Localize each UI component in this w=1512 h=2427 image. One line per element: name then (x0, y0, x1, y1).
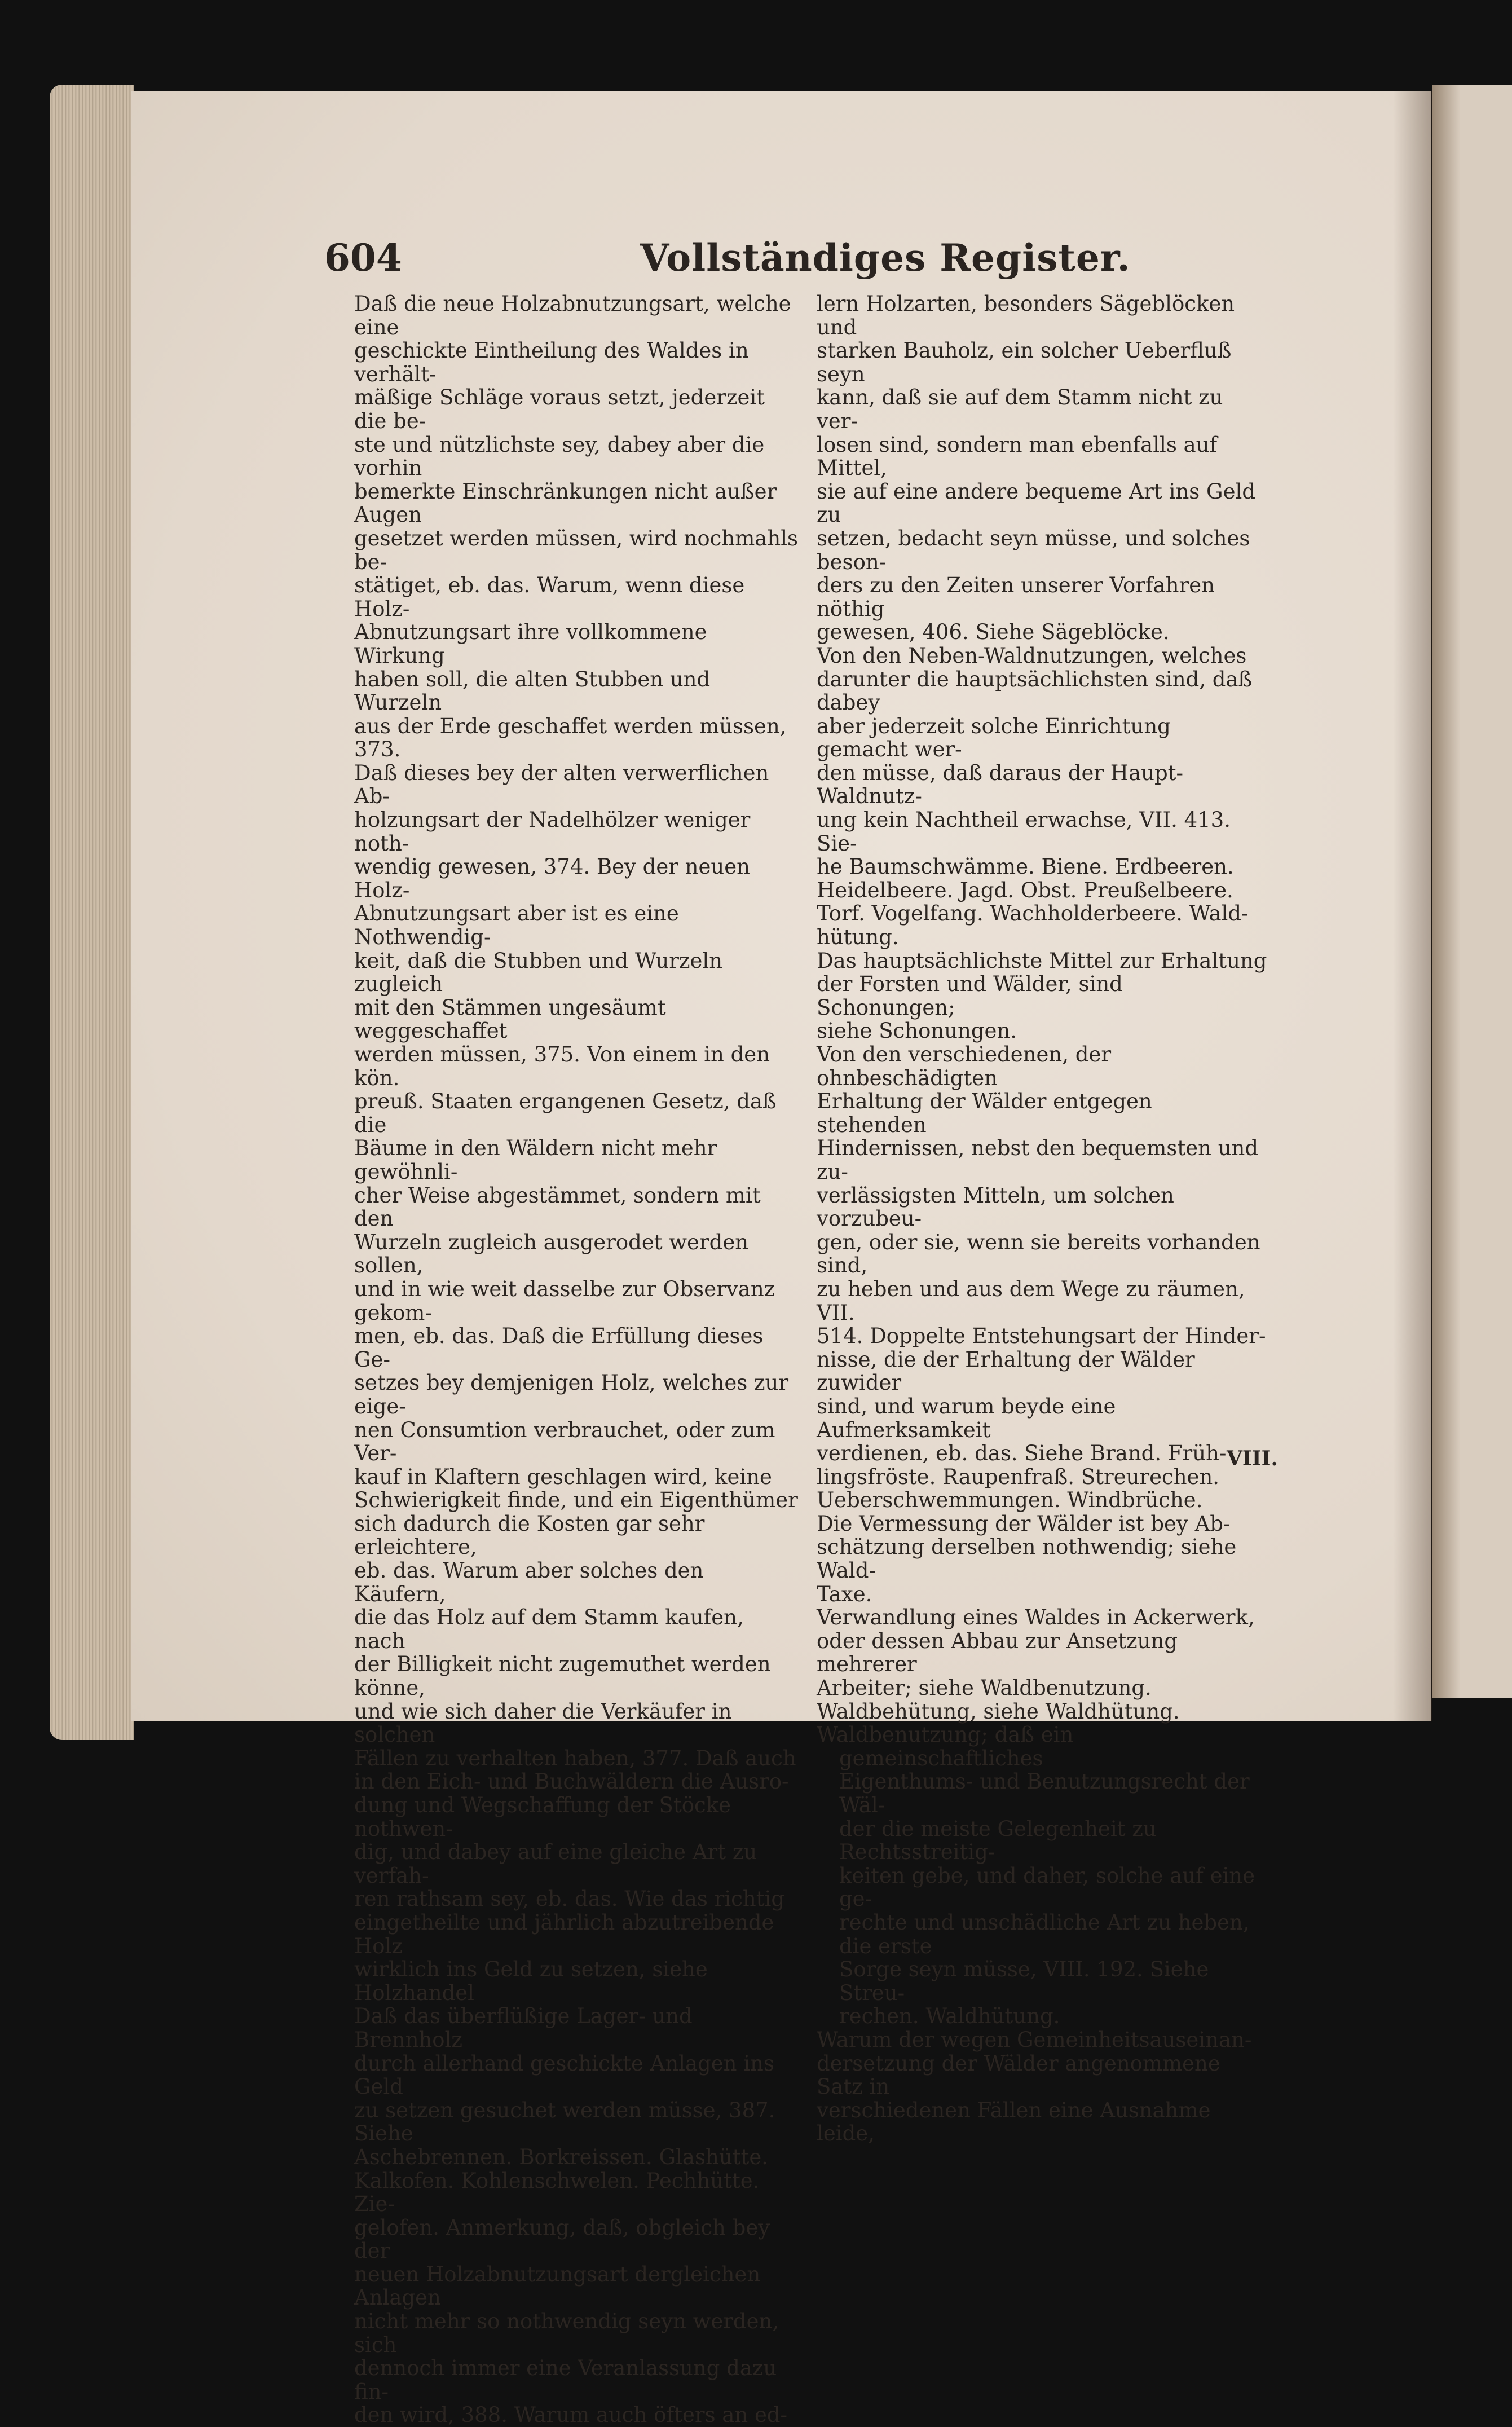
register-entry: Warum der wegen Gemeinheitsauseinan- dersetzung der Wälder angenommene Satz in verschiedenen Fällen eine Ausnahme leide, (817, 2027, 1252, 2146)
register-headword-entry: Waldbenutzung; daß ein gemeinschaftliches Eigenthums- und Benutzungsrecht der Wäl- der die meiste Gelegenheit zu Rechtsstreitig- keiten gebe, und daher, solche auf eine ge- rechte und unschädliche Art zu heben, die erste Sorge seyn müsse, VIII. 192. Siehe Streu- rechen. Waldhütung. (817, 1723, 1255, 2029)
register-headword-entry: Waldbehütung, siehe Waldhütung. (817, 1699, 1180, 1724)
register-entry: Die Vermessung der Wälder ist bey Ab- schätzung derselben nothwendig; siehe Wald- Taxe. (817, 1511, 1237, 1606)
register-entry: Von den verschiedenen, der ohnbeschädigten Erhaltung der Wälder entgegen stehenden Hindernissen, nebst den bequemsten und zu- verlässigsten Mitteln, um solchen vorzubeu- gen, oder sie, wenn sie bereits vorhanden sind, zu heben und aus dem Wege zu räumen, VII. 514. Doppelte Entstehungsart der Hinder- nisse, die der Erhaltung der Wälder zuwider sind, und warum beyde eine Aufmerksamkeit verdienen, eb. das. Siehe Brand. Früh- lingsfröste. Raupenfraß. Streurechen. Ueberschwemmungen. Windbrüche. (817, 1042, 1266, 1513)
running-head (324, 236, 1396, 287)
facing-page-edge (1432, 85, 1512, 1698)
register-entry: Das hauptsächlichste Mittel zur Erhaltung der Forsten und Wälder, sind Schonungen; siehe Schonungen. (817, 948, 1267, 1043)
catchword: VIII. (1227, 1447, 1278, 1470)
register-entry: Von den Neben-Waldnutzungen, welches darunter die hauptsächlichsten sind, daß dabey aber jederzeit solche Einrichtung gemacht wer- den müsse, daß daraus der Haupt-Waldnutz- ung kein Nachtheil erwachse, VII. 413. Sie- he Baumschwämme. Biene. Erdbeeren. Heidelbeere. Jagd. Obst. Preußelbeere. Torf. Vogelfang. Wachholderbeere. Wald- hütung. (817, 643, 1253, 950)
page-title: Vollständiges Register. (640, 236, 1131, 280)
left-column (354, 292, 800, 2427)
register-entry: Verwandlung eines Waldes in Ackerwerk, oder dessen Abbau zur Ansetzung mehrerer Arbeiter; siehe Waldbenutzung. (817, 1605, 1255, 1701)
register-entry: Daß die neue Holzabnutzungsart, welche eine geschickte Eintheilung des Waldes in verhält- mäßige Schläge voraus setzt, jederzeit die be- ste und nützlichste sey, dabey aber die vorhin bemerkte Einschränkungen nicht außer Augen gesetzet werden müssen, wird nochmahls be- stätiget, eb. das. Warum, wenn diese Holz- Abnutzungsart ihre vollkommene Wirkung haben soll, die alten Stubben und Wurzeln aus der Erde geschaffet werden müssen, 373. Daß dieses bey der alten verwerflichen Ab- holzungsart der Nadelhölzer weniger noth- wendig gewesen, 374. Bey der neuen Holz- Abnutzungsart aber ist es eine Nothwendig- keit, daß die Stubben und Wurzeln zugleich mit den Stämmen ungesäumt weggeschaffet werden müssen, 375. Von einem in den kön. preuß. Staaten ergangenen Gesetz, daß die Bäume in den Wäldern nicht mehr gewöhnli- cher Weise abgestämmet, sondern mit den Wurzeln zugleich ausgerodet werden sollen, und in wie weit dasselbe zur Observanz gekom- men, eb. das. Daß die Erfüllung dieses Ge- setzes bey demjenigen Holz, welches zur eige- nen Consumtion verbrauchet, oder zum Ver- kauf in Klaftern geschlagen wird, keine Schwierigkeit finde, und ein Eigenthümer sich dadurch die Kosten gar sehr erleichtere, eb. das. Warum aber solches den Käufern, die das Holz auf dem Stamm kaufen, nach der Billigkeit nicht zugemuthet werden könne, und wie sich daher die Verkäufer in solchen Fällen zu verhalten haben, 377. Daß auch in den Eich- und Buchwäldern die Ausro- dung und Wegschaffung der Stöcke nothwen- dig, und dabey auf eine gleiche Art zu verfah- ren rathsam sey, eb. das. Wie das richtig eingetheilte und jährlich abzutreibende Holz wirklich ins Geld zu setzen, siehe Holzhandel Daß das überflüßige Lager- und Brennholz durch allerhand geschickte Anlagen ins Geld zu setzen gesuchet werden müsse, 387. Siehe Aschebrennen. Borkreissen. Glashütte. Kalkofen. Kohlenschwelen. Pechhütte. Zie- gelofen. Anmerkung, daß, obgleich bey der neuen Holzabnutzungsart dergleichen Anlagen nicht mehr so nothwendig seyn werden, sich dennoch immer eine Veranlassung dazu fin- den wird, 388. Warum auch öfters an ed- (354, 292, 799, 2427)
gutter-shadow (1393, 91, 1432, 1721)
right-column (817, 292, 1268, 2146)
page-edges (50, 85, 134, 1740)
page-number: 604 (324, 236, 402, 280)
register-entry: lern Holzarten, besonders Sägeblöcken und starken Bauholz, ein solcher Ueberfluß seyn kann, daß sie auf dem Stamm nicht zu ver- losen sind, sondern man ebenfalls auf Mittel, sie auf eine andere bequeme Art ins Geld zu setzen, bedacht seyn müsse, und solches beson- ders zu den Zeiten unserer Vorfahren nöthig gewesen, 406. Siehe Sägeblöcke. (817, 292, 1256, 645)
